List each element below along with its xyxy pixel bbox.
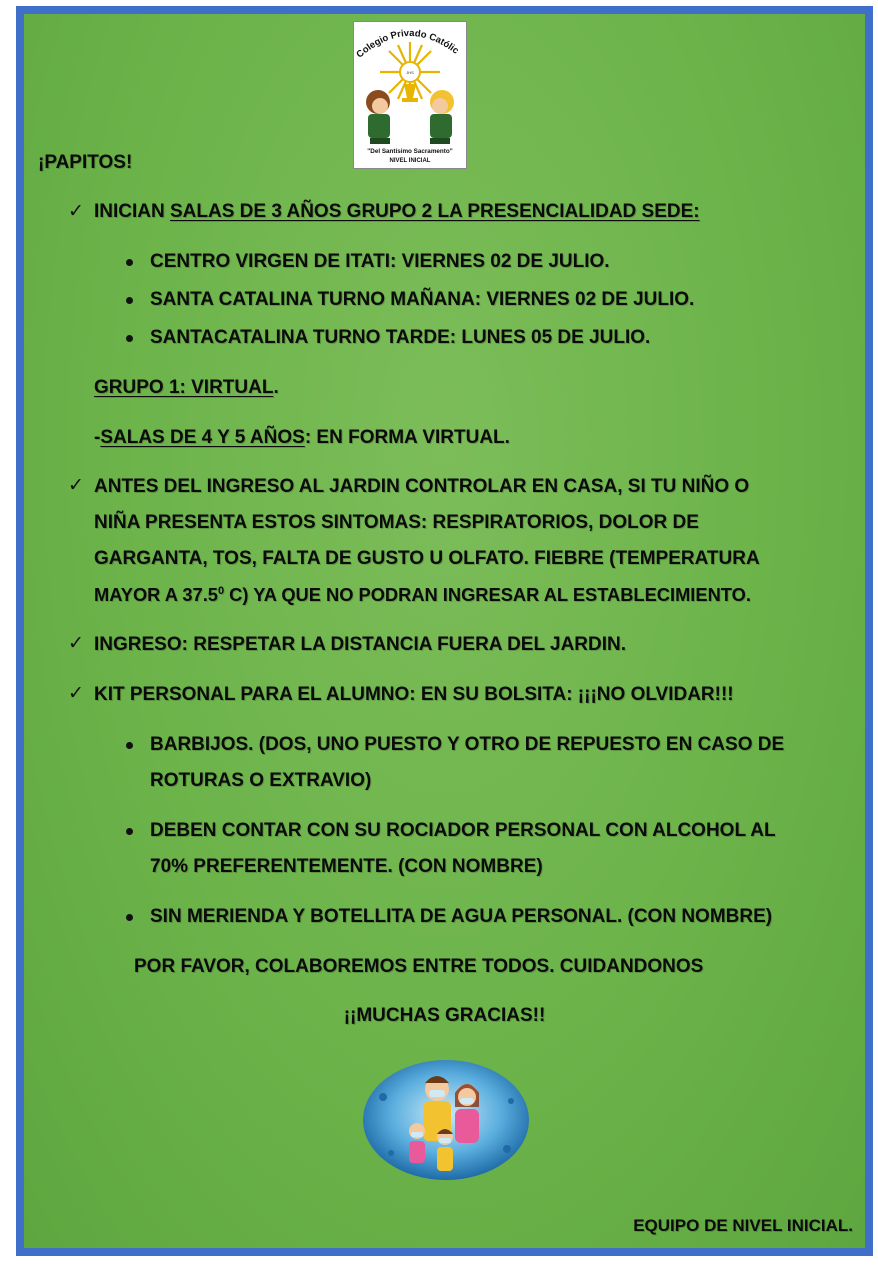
grupo1-label: GRUPO 1: VIRTUAL xyxy=(94,377,274,398)
signature: EQUIPO DE NIVEL INICIAL. xyxy=(633,1216,853,1235)
sede-itati: CENTRO VIRGEN DE ITATI: VIERNES 02 DE JULIO. xyxy=(150,251,610,272)
checkmark-icon: ✓ xyxy=(68,683,84,704)
grupo1-line xyxy=(94,377,279,399)
grupo1-tail: . xyxy=(273,377,279,398)
logo-top-text: Colegio Privado Católic xyxy=(354,27,461,61)
sede-catalina-tarde: SANTACATALINA TURNO TARDE: LUNES 05 DE JULIO. xyxy=(150,327,651,348)
svg-text:Colegio Privado Católico xyxy=(354,22,461,60)
bullet-icon xyxy=(126,742,133,749)
temp-sup: 0 xyxy=(217,584,225,597)
kit-barbijos-line-2: ROTURAS O EXTRAVIO) xyxy=(150,770,372,791)
checkmark-icon: ✓ xyxy=(68,475,84,496)
item-inician-lead: INICIAN xyxy=(94,201,170,222)
svg-text:JHS: JHS xyxy=(406,70,414,75)
kit-alcohol-line-1: DEBEN CONTAR CON SU ROCIADOR PERSONAL CON ALCOHOL AL xyxy=(150,820,776,841)
greeting: ¡PAPITOS! xyxy=(38,152,133,173)
logo-level-text: NIVEL INICIAL xyxy=(389,158,431,164)
salas-4-5-line xyxy=(94,427,510,449)
item-inician xyxy=(94,201,700,223)
item-ingreso: INGRESO: RESPETAR LA DISTANCIA FUERA DEL JARDIN. xyxy=(94,634,627,655)
item-inician-heading: SALAS DE 3 AÑOS GRUPO 2 LA PRESENCIALIDAD SEDE: xyxy=(170,201,700,222)
kit-barbijos-line-1: BARBIJOS. (DOS, UNO PUESTO Y OTRO DE REPUESTO EN CASO DE xyxy=(150,734,785,755)
checkmark-icon: ✓ xyxy=(68,633,84,654)
bullet-icon xyxy=(126,914,133,921)
school-crest-illustration xyxy=(354,22,466,168)
item-sintomas-line-3: GARGANTA, TOS, FALTA DE GUSTO U OLFATO. FIEBRE (TEMPERATURA xyxy=(94,548,760,569)
school-logo xyxy=(353,21,467,169)
checkmark-icon: ✓ xyxy=(68,201,84,222)
temp-pre: MAYOR A 37.5 xyxy=(94,584,218,605)
logo-bottom-text: "Del Santísimo Sacramento" xyxy=(367,148,453,155)
sede-catalina-manana: SANTA CATALINA TURNO MAÑANA: VIERNES 02 DE JULIO. xyxy=(150,289,695,310)
green-notice-panel xyxy=(24,14,865,1248)
salas-tail: : EN FORMA VIRTUAL. xyxy=(304,427,510,448)
item-sintomas-line-1: ANTES DEL INGRESO AL JARDIN CONTROLAR EN CASA, SI TU NIÑO O xyxy=(94,476,750,497)
family-masks-illustration xyxy=(361,1057,531,1184)
bullet-icon xyxy=(126,259,133,266)
salas-dash: - xyxy=(94,427,101,448)
kit-alcohol-line-2: 70% PREFERENTEMENTE. (CON NOMBRE) xyxy=(150,856,543,877)
closing-line: POR FAVOR, COLABOREMOS ENTRE TODOS. CUIDANDONOS xyxy=(134,956,704,977)
bullet-icon xyxy=(126,335,133,342)
item-kit: KIT PERSONAL PARA EL ALUMNO: EN SU BOLSITA: ¡¡¡NO OLVIDAR!!! xyxy=(94,684,734,705)
kit-merienda: SIN MERIENDA Y BOTELLITA DE AGUA PERSONAL. (CON NOMBRE) xyxy=(150,906,773,927)
salas-label: SALAS DE 4 Y 5 AÑOS xyxy=(100,427,305,448)
item-sintomas-line-2: NIÑA PRESENTA ESTOS SINTOMAS: RESPIRATORIOS, DOLOR DE xyxy=(94,512,699,533)
bullet-icon xyxy=(126,297,133,304)
thanks-line: ¡¡MUCHAS GRACIAS!! xyxy=(343,1005,546,1026)
item-sintomas-line-4 xyxy=(94,584,751,606)
temp-post: C) YA QUE NO PODRAN INGRESAR AL ESTABLECIMIENTO. xyxy=(224,584,751,605)
bullet-icon xyxy=(126,828,133,835)
